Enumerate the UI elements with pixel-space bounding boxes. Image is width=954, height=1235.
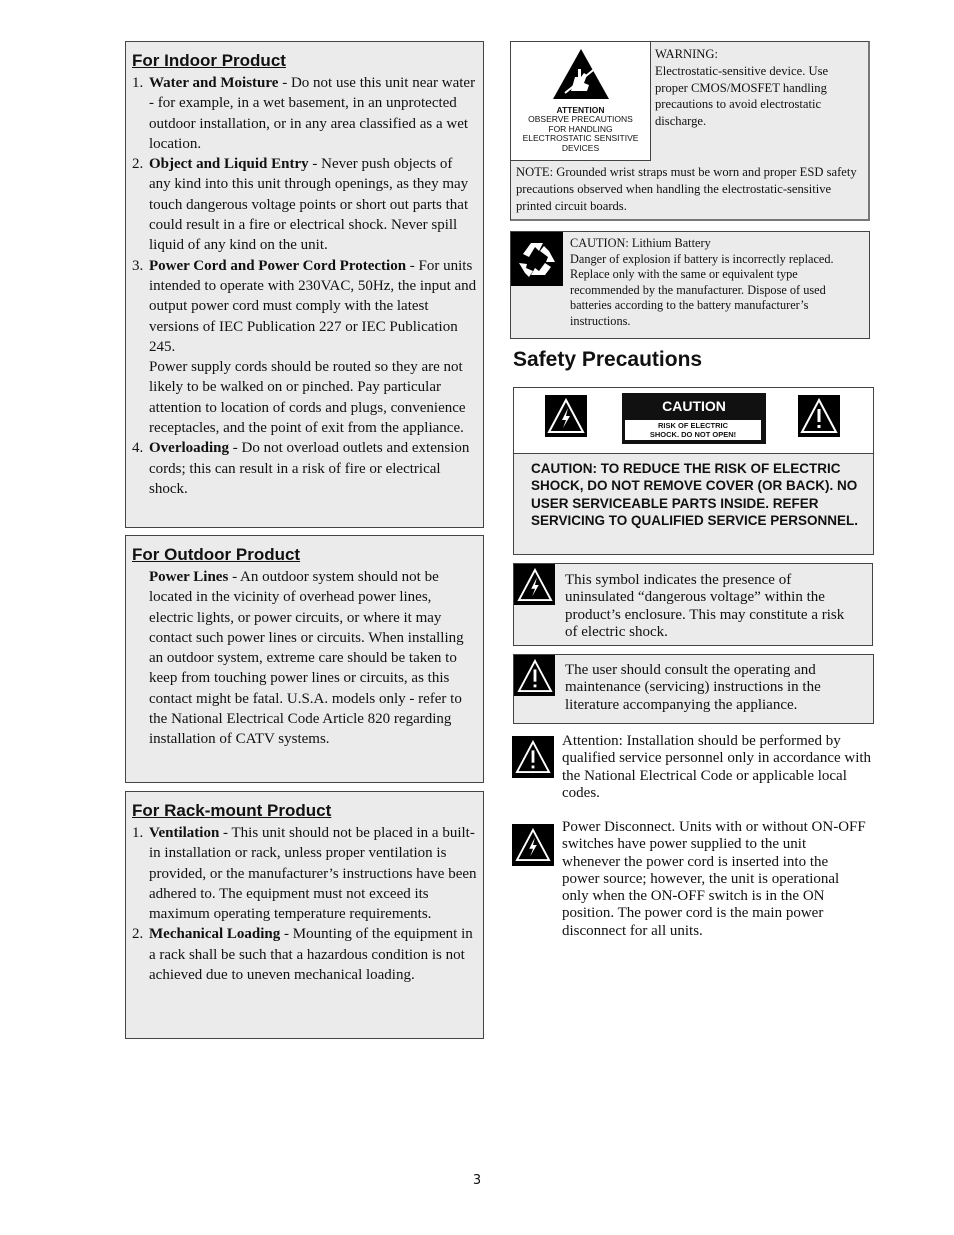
consult-text: The user should consult the operating and maintenance (servicing) instructions in the literature accompanying the appliance. [565,662,821,713]
lightning-triangle-icon [517,568,553,602]
battery-text [570,236,862,330]
caution-label-block [622,393,766,444]
recycle-icon-tile [511,232,563,286]
list-item-extra: Power supply cords should be routed so they are not likely to be walked on or pinched. Pay particular attention to location of cords and plugs, convenience receptacles, and the point of exit from the appliance. [149,359,466,437]
rack-product-title: For Rack-mount Product [132,801,332,820]
exclamation-triangle-icon [517,659,553,693]
exclamation-triangle-icon [515,740,551,774]
list-item: 1. Ventilation - This unit should not be placed in a built-in installation or rack, unless proper ventilation is provided, or the manufacturer’s instructions have been adhered to. The equipment must not exceed its maximum operating temperature requirements. [132,825,477,923]
outdoor-product-title: For Outdoor Product [132,545,301,564]
caution-text-area [514,454,873,554]
caution-symbols-row [514,388,873,454]
indoor-items-list [132,73,477,499]
list-item: 3. Power Cord and Power Cord Protection - For units intended to operate with 230VAC, 50Hz, the input and output power cord must comply with the latest versions of IEC Publication 227 or IEC Publication 245. Power supply cords should be routed so they are not likely to be walked on or pinched. Pay particular attention to location of cords and plugs, convenience receptacles, and the point of exit from the appliance. [132,256,477,439]
caution-sub-line-1: RISK OF ELECTRIC [657,421,728,430]
battery-body: Danger of explosion if battery is incorrectly replaced. Replace only with the same or equivalent type recommended by the manufacturer. Dispose of used batteries according to the battery manufacturer’s instructions. [570,251,834,328]
esd-line-2: FOR HANDLING [548,123,613,134]
attention-text: Attention: Installation should be performed by qualified service personnel only in accordance with the National Electrical Code or applicable local codes. [562,733,872,801]
battery-title: CAUTION: Lithium Battery [570,236,711,250]
caution-sub-line-2: SHOCK. DO NOT OPEN! [649,430,737,439]
recycle-icon [515,237,559,281]
exclamation-triangle-icon [800,398,838,434]
safety-heading: Safety Precautions [513,348,703,371]
voltage-icon-tile [514,564,555,605]
battery-caution-box [510,231,870,339]
esd-line-1: OBSERVE PRECAUTIONS [528,114,633,124]
page-number: 3 [472,1173,482,1188]
attention-icon-tile [512,736,554,778]
disconnect-icon-tile [512,824,554,866]
lightning-triangle-icon [547,398,585,434]
voltage-symbol-box [513,563,873,646]
exclamation-icon-tile [798,395,840,437]
caution-label: CAUTION [662,398,726,414]
list-item: 2. Mechanical Loading - Mounting of the equipment in a rack shall be such that a hazardous condition is not achieved due to uneven mechanical loading. [132,926,473,984]
esd-warning-box [510,41,870,221]
caution-text: CAUTION: TO REDUCE THE RISK OF ELECTRIC SHOCK, DO NOT REMOVE COVER (OR BACK). NO USER SERVICEABLE PARTS INSIDE. REFER SERVICING TO QUALIFIED SERVICE PERSONNEL. [531,461,859,528]
list-item: 2. Object and Liquid Entry - Never push objects of any kind into this unit through openings, as they may touch dangerous voltage points or short out parts that could result in a fire or electrical shock. Never spill liquid of any kind on the unit. [132,156,469,254]
lightning-icon-tile [545,395,587,437]
disconnect-text: Power Disconnect. Units with or without ON-OFF switches have power supplied to the unit whenever the power cord is inserted into the power source; however, the unit is operational only when the ON-OFF switch is in the ON position. The power cord is the main power disconnect for all units. [562,819,866,939]
consult-icon-tile [514,655,555,696]
esd-warning-body: Electrostatic-sensitive device. Use proper CMOS/MOSFET handling precautions to avoid electrostatic discharge. [655,63,829,129]
esd-note: NOTE: Grounded wrist straps must be worn and proper ESD safety precautions observed when handling the electrostatic-sensitive printed circuit boards. [516,165,857,213]
outdoor-text: Power Lines - An outdoor system should not be located in the vicinity of overhead power lines, electric lights, or power circuits, or where it may contact such power lines or circuits. When installing an outdoor system, extreme care should be taken to keep from touching power lines or circuits, as this contact might be fatal. U.S.A. models only - refer to the National Electrical Code Article 820 regarding installation of CATV systems. [149,569,464,748]
list-item: 1. Water and Moisture - Do not use this unit near water - for example, in a wet basement, in an unprotected outdoor installation, or in any area classified as a wet location. [132,75,476,152]
voltage-text: This symbol indicates the presence of uninsulated “dangerous voltage” within the product’s enclosure. This may constitute a risk of electric shock. [565,572,845,640]
esd-line-3: ELECTROSTATIC SENSITIVE [522,133,639,143]
rack-product-box [125,791,484,1039]
list-item: 4. Overloading - Do not overload outlets and extension cords; this can result in a risk of fire or electrical shock. [132,440,470,497]
caution-panel [513,387,874,555]
outdoor-product-box [125,535,484,783]
esd-line-4: DEVICES [561,142,600,153]
caution-sub-box [625,420,761,440]
rack-items-list [132,823,477,985]
esd-hand-icon [551,47,611,101]
consult-symbol-box [513,654,874,724]
indoor-product-box [125,41,484,528]
esd-warning-title: WARNING: [655,47,718,61]
indoor-product-title: For Indoor Product [132,51,286,70]
lightning-triangle-icon [515,828,551,862]
esd-attention-label: ATTENTION [556,105,605,115]
esd-symbol-panel [511,42,651,161]
esd-warning-text [655,46,863,130]
